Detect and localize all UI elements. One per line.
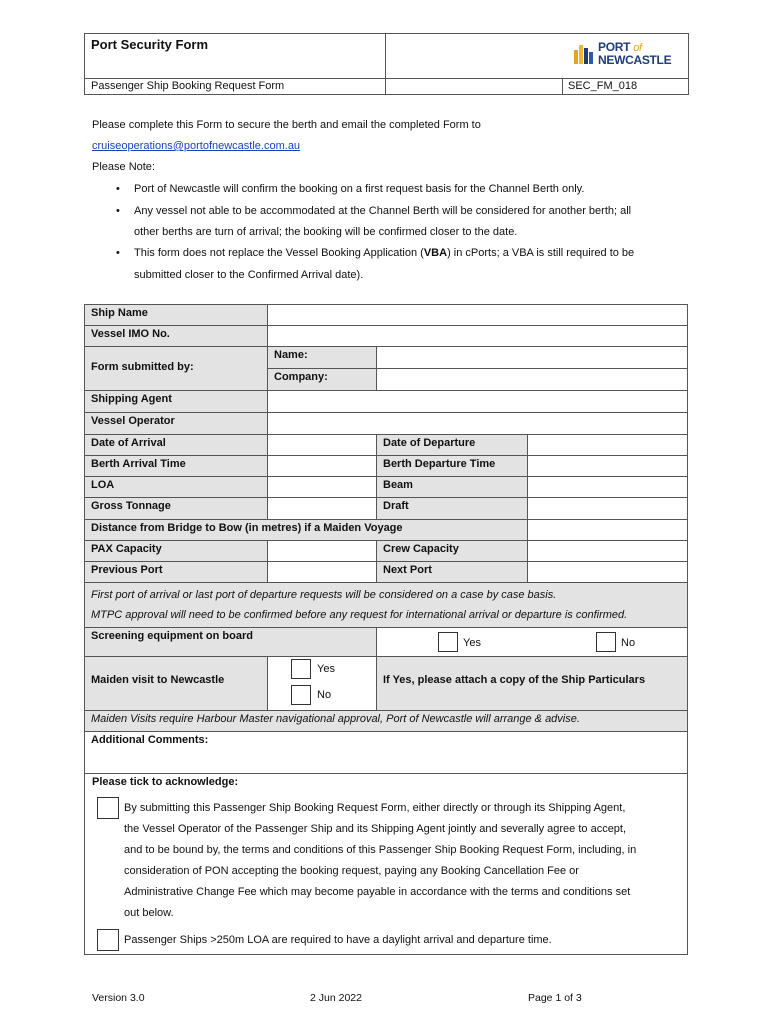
prev-port-label: Previous Port xyxy=(84,561,268,583)
arrival-input[interactable] xyxy=(267,434,377,456)
ack-line-3: and to be bound by, the terms and conditions of this Passenger Ship Booking Request Form, including, in xyxy=(124,844,637,856)
bullet-3: This form does not replace the Vessel Booking Application (VBA) in cPorts; a VBA is still required to be xyxy=(134,247,635,259)
imo-label: Vessel IMO No. xyxy=(84,325,268,347)
footer-version: Version 3.0 xyxy=(92,992,145,1004)
maiden-no-checkbox[interactable] xyxy=(291,685,311,705)
name-label: Name: xyxy=(267,346,377,369)
intro-text: Please complete this Form to secure the berth and email the completed Form to xyxy=(92,119,481,131)
maiden-no-label: No xyxy=(317,689,332,701)
logo-of-text: of xyxy=(633,42,642,54)
email-link[interactable]: cruiseoperations@portofnewcastle.com.au xyxy=(92,140,301,152)
bullet-icon: • xyxy=(116,183,120,195)
next-port-label: Next Port xyxy=(376,561,528,583)
ack-daylight-checkbox[interactable] xyxy=(97,929,119,951)
loa-input[interactable] xyxy=(267,476,377,498)
crane-logo-icon xyxy=(573,42,595,68)
logo-port-text: PORT xyxy=(598,40,631,54)
bullet-icon: • xyxy=(116,205,120,217)
ack-line-1: By submitting this Passenger Ship Booking Request Form, either directly or through its Shipping Agent, xyxy=(124,802,626,814)
distance-input[interactable] xyxy=(527,519,688,541)
footer-page: Page 1 of 3 xyxy=(528,992,582,1004)
screening-options xyxy=(376,627,688,657)
maiden-label: Maiden visit to Newcastle xyxy=(84,656,268,711)
crew-input[interactable] xyxy=(527,540,688,562)
crew-label: Crew Capacity xyxy=(376,540,528,562)
agent-input[interactable] xyxy=(267,390,688,413)
berth-departure-label: Berth Departure Time xyxy=(376,455,528,477)
maiden-yes-checkbox[interactable] xyxy=(291,659,311,679)
form-title: Port Security Form xyxy=(91,37,209,52)
departure-label: Date of Departure xyxy=(376,434,528,456)
acknowledge-section xyxy=(84,773,688,955)
gross-label: Gross Tonnage xyxy=(84,497,268,520)
company-label: Company: xyxy=(267,368,377,391)
screening-yes-checkbox[interactable] xyxy=(438,632,458,652)
form-code: SEC_FM_018 xyxy=(568,80,638,92)
berth-arrival-input[interactable] xyxy=(267,455,377,477)
operator-input[interactable] xyxy=(267,412,688,435)
draft-label: Draft xyxy=(376,497,528,520)
maiden-note: Maiden Visits require Harbour Master navigational approval, Port of Newcastle will arrange & advise. xyxy=(84,710,688,732)
bullet-2: Any vessel not able to be accommodated at the Channel Berth will be considered for another berth; all xyxy=(134,205,632,217)
port-note: First port of arrival or last port of departure requests will be considered on a case by case basis. MTPC approval will need to be confirmed before any request for international arrival or departure is confirmed. xyxy=(84,582,688,628)
departure-input[interactable] xyxy=(527,434,688,456)
ack-line-5: Administrative Change Fee which may become payable in accordance with the terms and conditions set xyxy=(124,886,631,898)
pax-label: PAX Capacity xyxy=(84,540,268,562)
next-port-input[interactable] xyxy=(527,561,688,583)
please-note: Please Note: xyxy=(92,161,155,173)
screening-label: Screening equipment on board xyxy=(84,627,377,657)
bullet-2-cont: other berths are turn of arrival; the booking will be confirmed closer to the date. xyxy=(134,226,518,238)
footer-date: 2 Jun 2022 xyxy=(310,992,362,1004)
screening-yes-label: Yes xyxy=(463,637,481,649)
ack-daylight-text: Passenger Ships >250m LOA are required to have a daylight arrival and departure time. xyxy=(124,934,552,946)
name-input[interactable] xyxy=(376,346,688,369)
beam-label: Beam xyxy=(376,476,528,498)
form-header xyxy=(84,33,689,95)
gross-input[interactable] xyxy=(267,497,377,520)
screening-no-checkbox[interactable] xyxy=(596,632,616,652)
ack-line-4: consideration of PON accepting the booking request, paying any Booking Cancellation Fee or xyxy=(124,865,579,877)
screening-no-label: No xyxy=(621,637,636,649)
berth-departure-input[interactable] xyxy=(527,455,688,477)
comments-field[interactable]: Additional Comments: xyxy=(84,731,688,774)
submitted-by-label: Form submitted by: xyxy=(84,346,268,391)
ack-line-2: the Vessel Operator of the Passenger Ship and its Shipping Agent jointly and severally agree to accept, xyxy=(124,823,627,835)
ship-name-label: Ship Name xyxy=(84,304,268,326)
ship-name-input[interactable] xyxy=(267,304,688,326)
logo-newcastle-text: NEWCASTLE xyxy=(598,53,672,67)
distance-label: Distance from Bridge to Bow (in metres) if a Maiden Voyage xyxy=(84,519,528,541)
ack-title: Please tick to acknowledge: xyxy=(92,776,239,788)
port-of-newcastle-logo xyxy=(573,40,683,72)
berth-arrival-label: Berth Arrival Time xyxy=(84,455,268,477)
draft-input[interactable] xyxy=(527,497,688,520)
form-subtitle: Passenger Ship Booking Request Form xyxy=(91,80,285,92)
company-input[interactable] xyxy=(376,368,688,391)
beam-input[interactable] xyxy=(527,476,688,498)
pax-input[interactable] xyxy=(267,540,377,562)
bullet-3-cont: submitted closer to the Confirmed Arrival date). xyxy=(134,269,364,281)
prev-port-input[interactable] xyxy=(267,561,377,583)
operator-label: Vessel Operator xyxy=(84,412,268,435)
bullet-icon: • xyxy=(116,247,120,259)
loa-label: LOA xyxy=(84,476,268,498)
bullet-1: Port of Newcastle will confirm the booking on a first request basis for the Channel Berth only. xyxy=(134,183,585,195)
if-yes-label: If Yes, please attach a copy of the Ship Particulars xyxy=(376,656,688,711)
imo-input[interactable] xyxy=(267,325,688,347)
agent-label: Shipping Agent xyxy=(84,390,268,413)
ack-line-6: out below. xyxy=(124,907,174,919)
ack-terms-checkbox[interactable] xyxy=(97,797,119,819)
arrival-label: Date of Arrival xyxy=(84,434,268,456)
maiden-yes-label: Yes xyxy=(317,663,335,675)
